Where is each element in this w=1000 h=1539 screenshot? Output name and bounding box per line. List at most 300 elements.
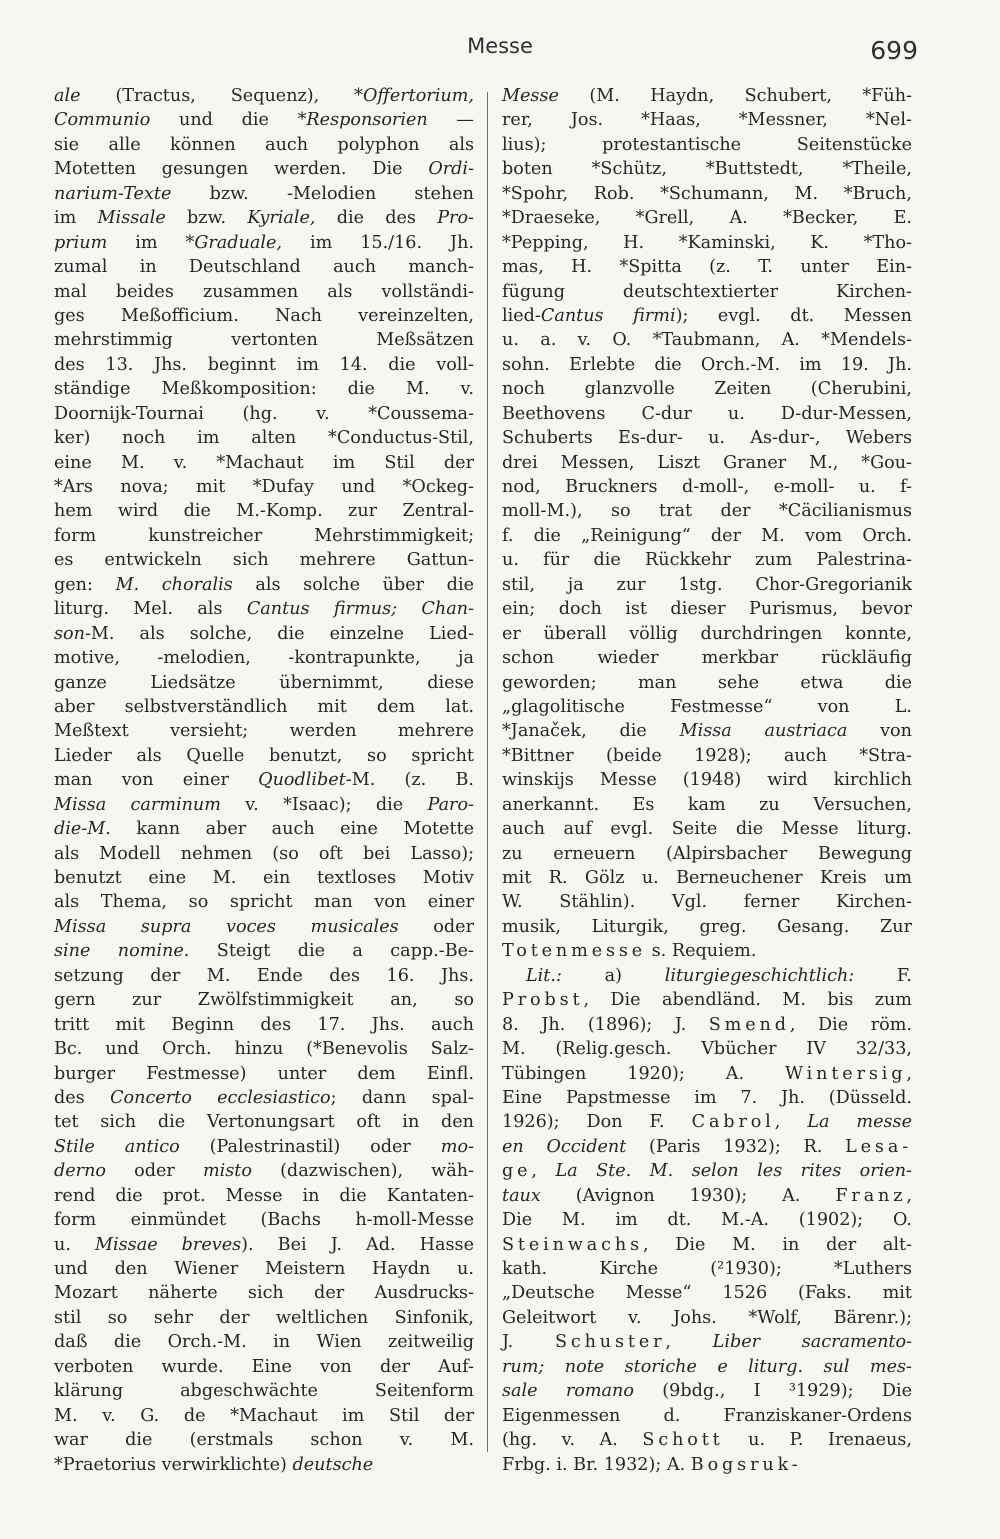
text-segment: en Occident — [502, 1136, 627, 1157]
text-segment: , — [531, 1161, 556, 1182]
text-segment: im — [54, 208, 98, 229]
text-line — [502, 133, 912, 157]
text-segment: burger Festmesse) unter dem Einfl. — [54, 1063, 474, 1084]
text-segment: , Die abendländ. M. bis zum — [583, 990, 912, 1011]
text-line — [502, 646, 912, 670]
text-line — [54, 499, 474, 523]
text-segment: -M. als solche, die einzelne Lied- — [84, 623, 474, 644]
text-segment: ges Meßofficium. Nach vereinzelten, — [54, 305, 474, 326]
text-line — [54, 1208, 474, 1232]
text-segment: war die (erstmals schon v. M. — [54, 1430, 474, 1451]
text-line — [54, 84, 474, 108]
text-segment: Steinwachs — [502, 1234, 643, 1255]
text-segment: Eigenmessen d. Franziskaner-Ordens — [502, 1405, 912, 1426]
text-line — [54, 939, 474, 963]
text-segment: stil so sehr der weltlichen Sinfonik, — [54, 1307, 474, 1328]
text-segment: und die * — [150, 110, 307, 131]
text-line — [502, 1135, 912, 1159]
text-segment: benutzt eine M. ein textloses Motiv — [54, 868, 474, 888]
text-segment: La Ste. M. selon les rites orien- — [555, 1161, 912, 1182]
text-line — [502, 1208, 912, 1232]
text-line — [54, 402, 474, 426]
text-segment: ganze Liedsätze übernimmt, diese — [54, 672, 474, 693]
text-segment: Stile antico — [54, 1136, 180, 1157]
text-segment: tritt mit Beginn des 17. Jhs. auch — [54, 1014, 474, 1035]
text-line — [502, 402, 912, 426]
text-segment: kann aber auch eine Motette — [110, 819, 474, 840]
text-line — [54, 1379, 474, 1403]
text-line — [502, 817, 912, 841]
text-segment: Wintersig — [785, 1063, 907, 1084]
text-line — [54, 1013, 474, 1037]
text-line — [502, 377, 912, 401]
right-text-column — [502, 84, 912, 1477]
text-segment: Missale — [97, 208, 166, 229]
text-line — [502, 1379, 912, 1403]
text-line — [502, 573, 912, 597]
text-segment: (dazwischen), wäh- — [251, 1161, 474, 1182]
text-segment: Cantus firmus; Chan- — [246, 599, 474, 620]
text-segment: liturgiegeschichtlich: — [664, 965, 855, 986]
text-line — [54, 1037, 474, 1061]
text-line — [502, 1257, 912, 1281]
text-line — [502, 548, 912, 572]
text-segment: boten *Schütz, *Buttstedt, *Theile, — [502, 159, 912, 180]
text-line — [502, 842, 912, 866]
text-segment: taux — [502, 1185, 541, 1206]
text-segment: — — [427, 110, 474, 131]
text-line — [502, 524, 912, 548]
text-line — [502, 255, 912, 279]
text-segment: noch glanzvolle Zeiten (Cherubini, — [502, 379, 912, 400]
text-segment: oder — [398, 916, 474, 937]
text-line — [502, 304, 912, 328]
text-segment: tet sich die Vertonungsart oft in den — [54, 1112, 474, 1133]
text-segment: rum; note storiche e liturg. sul mes- — [502, 1356, 912, 1377]
text-line — [54, 231, 474, 255]
text-segment: lius); protestantische Seitenstücke — [502, 134, 912, 155]
text-segment: rer, Jos. *Haas, *Messner, *Nel- — [502, 110, 912, 131]
text-line — [54, 1281, 474, 1305]
text-segment: Lit.: — [526, 965, 562, 986]
text-line — [502, 328, 912, 352]
text-line — [54, 524, 474, 548]
text-segment: Concerto ecclesiastico — [110, 1087, 331, 1108]
text-segment: nod, Bruckners d-moll-, e-moll- u. f- — [502, 477, 912, 497]
text-segment: (Paris 1932); R. — [626, 1136, 846, 1157]
text-segment: verboten wurde. Eine von der Auf- — [54, 1356, 474, 1377]
text-line — [54, 304, 474, 328]
text-line — [502, 1330, 912, 1354]
text-segment: sale romano — [502, 1381, 634, 1402]
text-segment: „glagolitische Festmesse“ von L. — [502, 696, 912, 717]
text-segment: Paro- — [427, 794, 474, 815]
text-line — [54, 597, 474, 621]
text-segment: als Thema, so spricht man von einer — [54, 892, 474, 913]
text-line — [54, 1330, 474, 1354]
text-segment: (Tractus, Sequenz), * — [80, 86, 363, 106]
text-segment: W. Stählin). Vgl. ferner Kirchen- — [502, 892, 912, 913]
text-segment: lied- — [502, 305, 541, 326]
text-segment: ale — [54, 86, 81, 106]
text-line — [54, 1110, 474, 1134]
text-line — [54, 719, 474, 743]
text-line — [502, 1013, 912, 1037]
text-line — [54, 1404, 474, 1428]
text-segment: , Die M. in der alt- — [642, 1234, 912, 1255]
text-line — [502, 597, 912, 621]
text-line — [502, 1453, 912, 1477]
text-line — [502, 1086, 912, 1110]
text-segment: misto — [202, 1161, 252, 1182]
text-segment: ein; doch ist dieser Purismus, bevor — [502, 599, 912, 620]
text-segment: F. — [854, 965, 912, 986]
text-segment: , — [906, 1185, 912, 1206]
text-line — [54, 182, 474, 206]
text-segment: Pro- — [437, 208, 474, 229]
text-segment: rend die prot. Messe in die Kantaten- — [54, 1185, 474, 1206]
text-segment: J. — [502, 1332, 555, 1353]
text-segment: Schuberts Es-dur- u. As-dur-, Webers — [502, 428, 912, 449]
text-segment: er überall völlig durchdringen konnte, — [502, 623, 912, 644]
text-segment: Offertorium, — [362, 86, 474, 106]
text-segment: sohn. Erlebte die Orch.-M. im 19. Jh. — [502, 354, 912, 375]
text-segment: son — [54, 623, 85, 644]
text-segment: Bc. und Orch. hinzu (*Benevolis Salz- — [54, 1039, 474, 1060]
text-line — [54, 988, 474, 1012]
text-segment: f. die „Reinigung“ der M. vom Orch. — [502, 525, 912, 546]
text-segment: form kunstreicher Mehrstimmigkeit; — [54, 525, 474, 546]
text-segment: Beethovens C-dur u. D-dur-Messen, — [502, 403, 912, 424]
text-line — [502, 451, 912, 475]
text-segment: ; dann spal- — [330, 1087, 474, 1108]
text-segment: form einmündet (Bachs h-moll-Messe — [54, 1210, 474, 1231]
text-segment: Mozart näherte sich der Ausdrucks- — [54, 1283, 474, 1304]
text-segment: fügung deutschtextierter Kirchen- — [502, 281, 912, 302]
text-segment: mal beides zusammen als vollständi- — [54, 281, 474, 302]
text-segment: von — [847, 721, 912, 742]
text-segment: Communio — [54, 110, 151, 131]
text-segment: Tübingen 1920); A. — [502, 1063, 786, 1084]
text-segment: Totenmesse — [502, 941, 647, 962]
text-line — [54, 915, 474, 939]
text-line — [54, 1184, 474, 1208]
text-segment: 1926); Don F. — [502, 1112, 692, 1133]
text-line — [54, 133, 474, 157]
text-line — [502, 915, 912, 939]
text-line — [502, 353, 912, 377]
text-line — [54, 451, 474, 475]
page-number: 699 — [870, 36, 918, 65]
text-line — [502, 939, 912, 963]
text-segment: Schuster — [554, 1332, 666, 1353]
text-segment: Messe — [502, 86, 559, 106]
text-line — [502, 499, 912, 523]
text-segment: gen: — [54, 574, 116, 595]
text-line — [502, 108, 912, 132]
column-divider — [487, 92, 488, 1452]
text-segment: man von einer — [54, 770, 259, 791]
text-segment: , Die röm. — [789, 1014, 913, 1035]
text-line — [502, 1355, 912, 1379]
text-segment: *Ars nova; mit *Dufay und *Ockeg- — [54, 477, 474, 497]
text-line — [502, 84, 912, 108]
text-segment: im 15./16. Jh. — [282, 232, 475, 253]
text-segment: mas, H. *Spitta (z. T. unter Ein- — [502, 257, 912, 278]
text-line — [54, 255, 474, 279]
text-segment: u. P. Irenaeus, — [723, 1430, 912, 1451]
text-segment: *Bittner (beide 1928); auch *Stra- — [502, 745, 912, 766]
text-line — [54, 157, 474, 181]
text-line — [502, 1404, 912, 1428]
text-line — [54, 108, 474, 132]
text-line — [54, 1355, 474, 1379]
text-line — [54, 890, 474, 914]
text-segment: Graduale, — [194, 232, 282, 253]
text-segment: klärung abgeschwächte Seitenform — [54, 1381, 474, 1402]
text-line — [54, 866, 474, 890]
text-segment: Lesa- — [845, 1136, 913, 1157]
text-segment: ); evgl. dt. Messen — [675, 305, 912, 326]
text-segment: mit R. Gölz u. Berneuchener Kreis um — [502, 868, 912, 888]
text-line — [54, 1135, 474, 1159]
text-line — [502, 182, 912, 206]
text-line — [502, 768, 912, 792]
text-segment: Steigt die a capp.-Be- — [189, 941, 474, 962]
text-segment: Doornijk-Tournai (hg. v. *Coussema- — [54, 403, 474, 424]
text-segment: es entwickeln sich mehrere Gattun- — [54, 550, 474, 571]
text-segment: , — [906, 1063, 912, 1084]
text-line — [54, 1159, 474, 1183]
text-line — [54, 1086, 474, 1110]
text-segment: musik, Liturgik, greg. Gesang. Zur — [502, 916, 912, 937]
text-line — [54, 817, 474, 841]
text-segment: Missa carminum — [54, 794, 221, 815]
text-segment: stil, ja zur 1stg. Chor-Gregorianik — [502, 574, 912, 595]
text-segment: u. a. v. O. *Taubmann, A. *Mendels- — [502, 330, 912, 351]
text-line — [502, 890, 912, 914]
text-line — [54, 573, 474, 597]
text-line — [502, 1037, 912, 1061]
text-line — [54, 671, 474, 695]
text-line — [54, 1233, 474, 1257]
text-segment: die-M. — [54, 819, 111, 840]
text-segment: 8. Jh. (1896); J. — [502, 1014, 709, 1035]
text-segment: narium-Texte — [54, 183, 172, 204]
text-segment: im * — [107, 232, 195, 253]
text-line — [502, 426, 912, 450]
text-segment: derno — [54, 1161, 107, 1182]
text-segment: -M. (z. B. — [345, 770, 474, 791]
text-segment: oder — [106, 1161, 203, 1182]
text-segment: ge — [502, 1161, 532, 1182]
text-segment: Quodlibet — [258, 770, 346, 791]
text-segment: sine nomine. — [54, 941, 190, 962]
left-text-column — [54, 84, 474, 1477]
text-segment: als solche über die — [232, 574, 474, 595]
text-segment: *Pepping, H. *Kaminski, K. *Tho- — [502, 232, 912, 253]
text-line — [54, 280, 474, 304]
text-line — [502, 206, 912, 230]
text-line — [54, 548, 474, 572]
text-line — [54, 377, 474, 401]
text-segment: *Draeseke, *Grell, A. *Becker, E. — [502, 208, 912, 229]
text-segment: s. Requiem. — [646, 941, 757, 962]
text-segment: a) — [561, 965, 665, 986]
text-line — [54, 475, 474, 499]
text-segment: (9bdg., I ³1929); Die — [633, 1381, 912, 1402]
text-segment: (Palestrinastil) oder — [179, 1136, 441, 1157]
text-segment: Liber sacramento- — [712, 1332, 913, 1353]
text-line — [502, 671, 912, 695]
text-segment: Probst — [502, 990, 584, 1011]
text-segment: Franz — [835, 1185, 907, 1206]
text-segment: Meßtext versieht; werden mehrere — [54, 721, 474, 742]
text-segment: gern zur Zwölfstimmigkeit an, so — [54, 990, 474, 1011]
text-segment: kath. Kirche (²1930); *Luthers — [502, 1259, 912, 1279]
text-segment: Kyriale, — [247, 208, 316, 229]
text-line — [54, 353, 474, 377]
text-segment: setzung der M. Ende des 16. Jhs. — [54, 965, 474, 986]
text-segment: als Modell nehmen (so oft bei Lasso); — [54, 843, 474, 864]
text-segment: , — [665, 1332, 713, 1353]
text-line — [54, 768, 474, 792]
text-segment: u. für die Rückkehr zum Palestrina- — [502, 550, 912, 571]
text-segment: *Janaček, die — [502, 721, 680, 742]
text-segment: Motetten gesungen werden. Die — [54, 159, 429, 180]
text-segment: Responsorien — [306, 110, 428, 131]
text-line — [502, 231, 912, 255]
text-segment: Geleitwort v. Johs. *Wolf, Bärenr.); — [502, 1307, 912, 1328]
text-line — [54, 1306, 474, 1330]
text-line — [54, 1257, 474, 1281]
text-segment: Ordi- — [428, 159, 474, 180]
text-line — [502, 1062, 912, 1086]
text-segment: geworden; man sehe etwa die — [502, 672, 912, 693]
text-line — [54, 1453, 474, 1477]
text-line — [54, 622, 474, 646]
text-segment: Frbg. i. Br. 1932); A. — [502, 1454, 691, 1475]
text-line — [502, 157, 912, 181]
text-segment: prium — [54, 232, 108, 253]
text-segment: zumal in Deutschland auch manch- — [54, 257, 474, 278]
text-segment: anerkannt. Es kam zu Versuchen, — [502, 794, 912, 815]
text-line — [54, 842, 474, 866]
text-segment: die des — [315, 208, 438, 229]
text-segment: Missa austriaca — [679, 721, 848, 742]
text-line — [502, 719, 912, 743]
text-segment: bzw. — [165, 208, 248, 229]
text-line — [502, 695, 912, 719]
text-segment: (M. Haydn, Schubert, *Füh- — [558, 86, 912, 106]
text-segment: und den Wiener Meistern Haydn u. — [54, 1259, 474, 1279]
text-line — [54, 744, 474, 768]
text-segment: (Avignon 1930); A. — [540, 1185, 836, 1206]
text-segment: eine M. v. *Machaut im Stil der — [54, 452, 474, 473]
text-segment: hem wird die M.-Komp. zur Zentral- — [54, 501, 474, 522]
text-line — [502, 1306, 912, 1330]
text-segment: Bogsruk- — [690, 1454, 802, 1475]
text-segment: schon wieder merkbar rückläufig — [502, 648, 912, 669]
text-segment: winskijs Messe (1948) wird kirchlich — [502, 770, 912, 791]
text-line — [502, 1110, 912, 1134]
text-line — [502, 1233, 912, 1257]
text-line — [502, 475, 912, 499]
text-line — [502, 1184, 912, 1208]
text-line — [54, 328, 474, 352]
text-line — [502, 1159, 912, 1183]
text-line — [54, 1062, 474, 1086]
text-segment: M. choralis — [115, 574, 233, 595]
text-segment: v. *Isaac); die — [220, 794, 428, 815]
text-segment: Missae breves — [95, 1234, 242, 1255]
text-segment: mehrstimmig vertonten Meßsätzen — [54, 330, 474, 351]
text-line — [502, 866, 912, 890]
text-line — [54, 426, 474, 450]
text-line — [54, 1428, 474, 1452]
text-line — [502, 964, 912, 988]
text-segment: daß die Orch.-M. in Wien zeitweilig — [54, 1332, 474, 1353]
text-segment: aber selbstverständlich mit dem lat. — [54, 696, 474, 717]
text-segment: deutsche — [292, 1454, 374, 1475]
text-line — [502, 280, 912, 304]
text-line — [502, 988, 912, 1012]
text-segment: Schott — [642, 1430, 724, 1451]
text-segment: motive, -melodien, -kontrapunkte, ja — [54, 648, 474, 669]
text-segment: La messe — [807, 1112, 912, 1133]
text-segment: M. (Relig.gesch. Vbücher IV 32/33, — [502, 1039, 912, 1060]
text-segment: Cantus firmi — [540, 305, 676, 326]
text-segment: moll-M.), so trat der *Cäcilianismus — [502, 501, 912, 522]
text-line — [502, 1428, 912, 1452]
text-line — [54, 646, 474, 670]
text-segment: zu erneuern (Alpirsbacher Bewegung — [502, 843, 912, 864]
text-line — [54, 695, 474, 719]
text-segment: sie alle können auch polyphon als — [54, 134, 474, 155]
text-line — [502, 1281, 912, 1305]
text-segment: ). Bei J. Ad. Hasse — [241, 1234, 474, 1255]
text-segment: *Praetorius verwirklichte) — [54, 1454, 293, 1475]
text-segment: liturg. Mel. als — [54, 599, 247, 620]
text-segment: M. v. G. de *Machaut im Stil der — [54, 1405, 474, 1426]
text-segment: , — [774, 1112, 808, 1133]
text-segment: Die M. im dt. M.-A. (1902); O. — [502, 1210, 912, 1231]
text-segment: des 13. Jhs. beginnt im 14. die voll- — [54, 354, 474, 375]
text-segment: bzw. -Melodien stehen — [171, 183, 474, 204]
text-segment: des — [54, 1087, 111, 1108]
text-segment: u. — [54, 1234, 95, 1255]
text-line — [502, 744, 912, 768]
text-segment: Lieder als Quelle benutzt, so spricht — [54, 745, 474, 766]
text-line — [502, 622, 912, 646]
text-line — [54, 793, 474, 817]
text-line — [54, 206, 474, 230]
text-segment: drei Messen, Liszt Graner M., *Gou- — [502, 452, 912, 473]
text-segment: Eine Papstmesse im 7. Jh. (Düsseld. — [502, 1087, 912, 1108]
text-line — [54, 964, 474, 988]
text-segment: *Spohr, Rob. *Schumann, M. *Bruch, — [502, 183, 912, 204]
text-segment: ker) noch im alten *Conductus-Stil, — [54, 428, 474, 449]
text-segment: (hg. v. A. — [502, 1430, 643, 1451]
text-segment: auch auf evgl. Seite die Messe liturg. — [502, 819, 912, 840]
text-segment: „Deutsche Messe“ 1526 (Faks. mit — [502, 1283, 912, 1304]
text-segment: Smend — [708, 1014, 790, 1035]
text-segment: Cabrol — [691, 1112, 775, 1133]
text-segment: ständige Meßkomposition: die M. v. — [54, 379, 474, 400]
running-head-title: Messe — [467, 34, 533, 58]
text-segment: mo- — [440, 1136, 474, 1157]
text-segment: Missa supra voces musicales — [54, 916, 399, 937]
